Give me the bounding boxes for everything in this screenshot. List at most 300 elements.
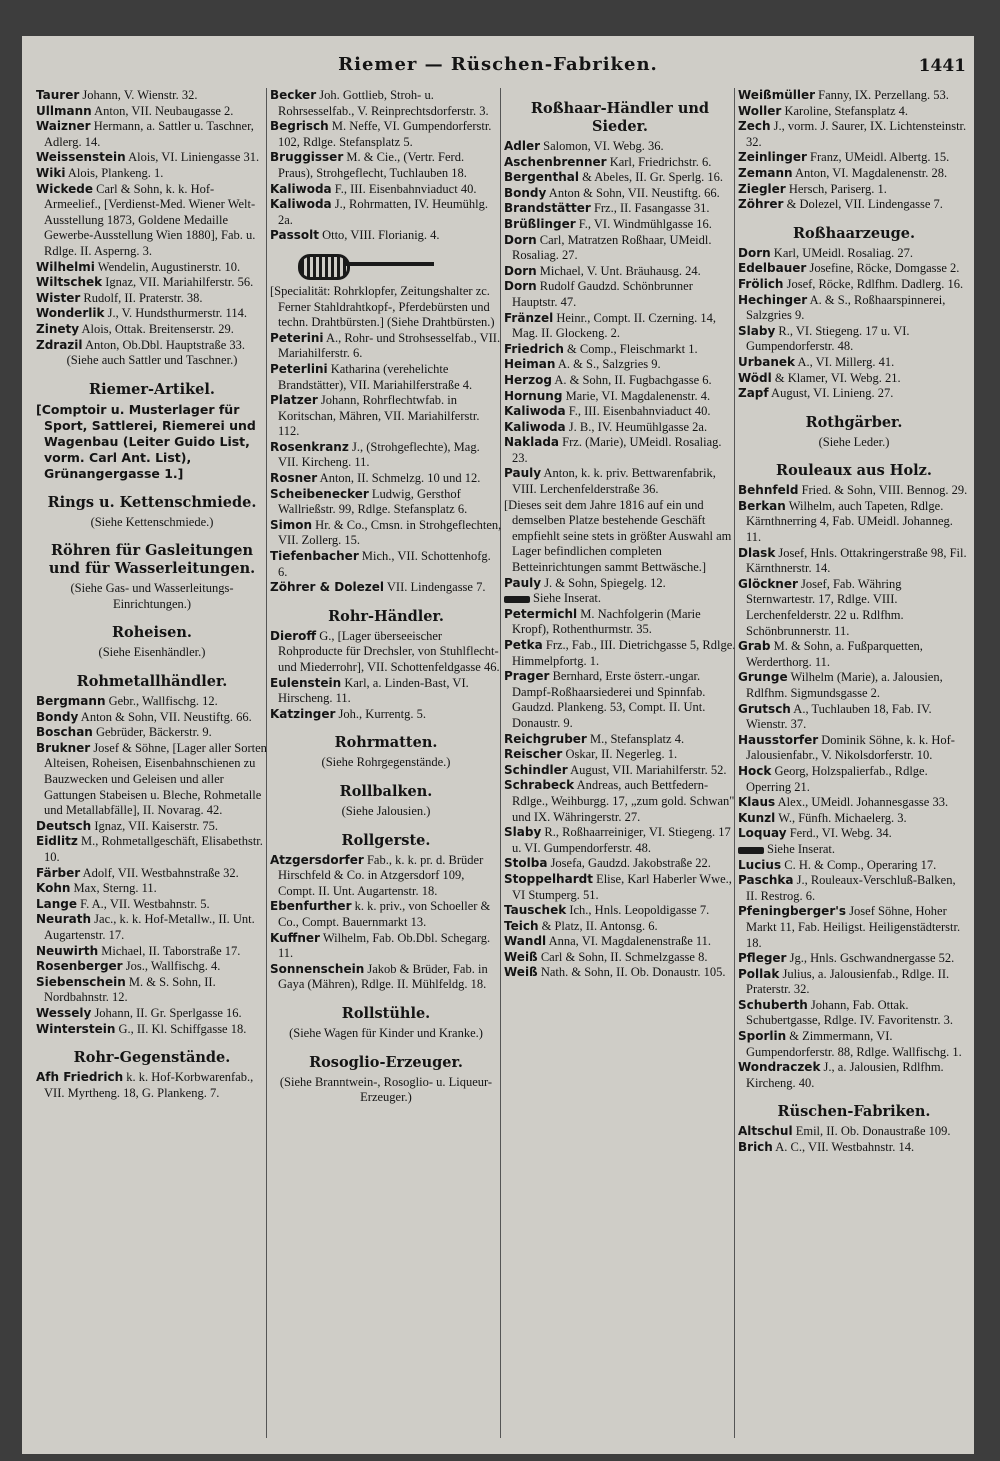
- entry-details: Carl, Matratzen Roßhaar, UMeidl. Rosaliag. 27.: [512, 232, 712, 263]
- section-heading: Rüschen-Fabriken.: [777, 1103, 931, 1121]
- entry-details: & Dolezel, VII. Lindengasse 7.: [786, 197, 943, 212]
- section-heading: Rohmetallhändler.: [76, 673, 228, 691]
- directory-entry: [738, 166, 970, 182]
- entry-name: Rosenkranz: [270, 439, 349, 454]
- entry-details: F., III. Eisenbahnviaduct 40.: [568, 404, 711, 419]
- entry-name: Rosner: [270, 471, 318, 486]
- column-2: [270, 88, 502, 1448]
- entry-name: Eulenstein: [270, 675, 342, 690]
- entry-details: Gebrüder, Bäckerstr. 9.: [95, 725, 212, 740]
- entry-details: Rudolf Gaudzd. Schönbrunner Hauptstr. 47.: [512, 279, 693, 309]
- directory-entry: [270, 88, 502, 119]
- entry-details: k. k. priv., von Schoeller & Co., Compt. Bauernmarkt 13.: [278, 899, 491, 929]
- directory-entry: [36, 975, 268, 1006]
- inserat-text: Siehe Inserat.: [767, 841, 836, 856]
- entry-details: Anton, Ob.Dbl. Hauptstraße 33.: [84, 337, 246, 352]
- entry-name: Weissenstein: [36, 150, 126, 165]
- entry-name: Lucius: [738, 857, 782, 872]
- entry-name: Deutsch: [36, 818, 92, 833]
- entry-details: Franz, UMeidl. Albertg. 15.: [810, 150, 950, 165]
- entry-name: Rosenberger: [36, 959, 123, 974]
- entry-name: Eidlitz: [36, 834, 78, 849]
- entry-name: Afh Friedrich: [36, 1070, 124, 1085]
- directory-entry: [270, 518, 502, 549]
- entry-name: Aschenbrenner: [504, 154, 607, 169]
- entry-name: Becker: [270, 88, 317, 102]
- entry-details: Alois, VI. Liniengasse 31.: [128, 150, 260, 165]
- entry-details: Jakob & Brüder, Fab. in Gaya (Mähren), Rdlge. II. Mühlfeldg. 18.: [278, 961, 488, 992]
- directory-entry: [36, 88, 268, 104]
- directory-entry: [504, 217, 736, 233]
- directory-entry: [504, 747, 736, 763]
- directory-entry: [270, 362, 502, 393]
- entry-name: Kohn: [36, 881, 71, 896]
- page-header: [22, 48, 974, 88]
- entry-name: Sonnenschein: [270, 961, 365, 976]
- directory-entry: [504, 965, 736, 981]
- entry-name: Zöhrer & Dolezel: [270, 580, 384, 595]
- entry-details: & Comp., Fleischmarkt 1.: [567, 341, 698, 356]
- directory-entry: [36, 306, 268, 322]
- directory-entry: [738, 764, 970, 795]
- entry-details: Josef, Röcke, Rdlfhm. Dadlerg. 16.: [786, 276, 964, 291]
- entry-name: Tiefenbacher: [270, 549, 359, 564]
- directory-entry: [738, 702, 970, 733]
- directory-entry: [738, 733, 970, 764]
- entry-name: Wonderlik: [36, 306, 105, 321]
- entry-name: Ziegler: [738, 181, 786, 196]
- entry-name: Neuwirth: [36, 943, 99, 958]
- directory-entry: [36, 959, 268, 975]
- entry-name: Taurer: [36, 88, 80, 102]
- entry-name: Zemann: [738, 165, 793, 180]
- directory-entry: [738, 873, 970, 904]
- entry-name: Wödl: [738, 370, 772, 385]
- directory-entry: [270, 150, 502, 181]
- pointing-hand-icon: [504, 596, 530, 603]
- entry-details: J., vorm. J. Saurer, IX. Lichtensteinstr. 32.: [746, 119, 967, 149]
- entry-name: Bondy: [504, 185, 547, 200]
- entry-details: Hr. & Co., Cmsn. in Strohgeflechten, VII. Zollerg. 15.: [278, 517, 502, 548]
- directory-entry: [504, 264, 736, 280]
- directory-entry: [738, 1124, 970, 1140]
- entry-name: Pauly: [504, 466, 542, 481]
- entry-details: Wilhelm (Marie), a. Jalousien, Rdlfhm. Sigmundsgasse 2.: [746, 670, 943, 700]
- directory-entry: [738, 355, 970, 371]
- entry-details: C. H. & Comp., Operaring 17.: [784, 857, 937, 872]
- directory-entry: [738, 546, 970, 577]
- directory-entry: [270, 440, 502, 471]
- entry-name: Glöckner: [738, 576, 798, 591]
- directory-entry: [738, 483, 970, 499]
- directory-entry: [738, 858, 970, 874]
- section-heading: Roheisen.: [112, 624, 192, 642]
- entry-name: Edelbauer: [738, 261, 807, 276]
- entry-details: G., [Lager überseeischer Rohproducte für Drechsler, von Stuhlflecht- und Miederrohr], VII. Schottenfeldgasse 46.: [278, 628, 500, 674]
- entry-name: Hock: [738, 763, 772, 778]
- entry-name: Grunge: [738, 670, 788, 685]
- directory-entry: [738, 277, 970, 293]
- entry-name: Wiltschek: [36, 275, 103, 290]
- section-heading: Riemer-Artikel.: [89, 380, 215, 398]
- entry-details: F., III. Eisenbahnviaduct 40.: [334, 181, 477, 196]
- inserat-text: Siehe Inserat.: [533, 591, 602, 606]
- entry-name: Grab: [738, 639, 771, 654]
- entry-name: Zech: [738, 119, 771, 134]
- entry-details: Elise, Karl Haberler Wwe., VI Stumperg. 51.: [512, 871, 732, 902]
- entry-details: Alois, Ottak. Breitenserstr. 29.: [81, 321, 234, 336]
- entry-details: Johann, Fab. Ottak. Schubertgasse, Rdlge. IV. Favoritenstr. 3.: [746, 997, 954, 1028]
- entry-details: Wilhelm, auch Tapeten, Rdlge. Kärnthnerring 4, Fab. UMeidl. Johanneg. 11.: [746, 498, 953, 545]
- entry-details: A., VI. Millerg. 41.: [797, 354, 895, 369]
- entry-name: Schrabeck: [504, 778, 575, 793]
- directory-entry: [270, 284, 502, 331]
- entry-details: Joh. Gottlieb, Stroh- u. Rohrsesselfab., V. Reinprechtsdorferstr. 3.: [278, 88, 489, 118]
- directory-entry: [270, 331, 502, 362]
- directory-entry: [36, 182, 268, 260]
- directory-entry: [270, 471, 502, 487]
- entry-name: Urbanek: [738, 354, 796, 369]
- directory-entry: [504, 763, 736, 779]
- directory-entry: [504, 279, 736, 310]
- entry-details: Jg., Hnls. Gschwandnergasse 52.: [789, 951, 955, 966]
- directory-entry: [36, 694, 268, 710]
- directory-entry: [504, 607, 736, 638]
- entry-name: Herzog: [504, 372, 552, 387]
- entry-details: Katharina (verehelichte Brandstätter), VII. Mariahilferstraße 4.: [278, 361, 473, 392]
- entry-details: Josef, Fab. Währing Sternwartestr. 17, Rdlge. VIII. Lerchenfelderstr. 22 u. Rdlfhm. Schönbrunnerstr. 11.: [746, 576, 904, 638]
- directory-entry: [504, 201, 736, 217]
- entry-details: Josef & Söhne, [Lager aller Sorten Alteisen, Roheisen, Eisenbahnschienen zu Bauzwecken und Geleisen und aller Gattungen Stabeisen u. Bleche, Rohmetalle und Metallabfälle], II. Novarag. 42.: [44, 740, 267, 818]
- directory-entry: [504, 732, 736, 748]
- entry-details: Alois, Plankeng. 1.: [67, 165, 164, 180]
- directory-entry: [504, 311, 736, 342]
- directory-entry: [738, 119, 970, 150]
- cross-reference: (Siehe Jalousien.): [341, 803, 431, 818]
- entry-name: Petka: [504, 638, 543, 652]
- directory-entry: [738, 324, 970, 355]
- entry-name: Dorn: [504, 279, 537, 294]
- entry-name: Platzer: [270, 393, 318, 408]
- entry-details: Julius, a. Jalousienfab., Rdlge. II. Praterstr. 32.: [746, 966, 950, 997]
- column-1: [36, 88, 268, 1448]
- entry-details: Anton, VII. Neubaugasse 2.: [94, 103, 234, 118]
- entry-name: Heiman: [504, 357, 556, 372]
- cross-reference: (Siehe Leder.): [818, 434, 890, 449]
- directory-entry: [36, 819, 268, 835]
- entry-details: A. & S., Salzgries 9.: [557, 357, 661, 372]
- entry-name: Weiß: [504, 949, 538, 964]
- entry-name: Pfeningberger's: [738, 904, 847, 919]
- directory-entry: [36, 338, 268, 354]
- entry-name: Wilhelmi: [36, 259, 95, 274]
- entry-details: Frz. (Marie), UMeidl. Rosaliag. 23.: [512, 435, 722, 465]
- entry-details: Josefa, Gaudzd. Jakobstraße 22.: [550, 856, 711, 871]
- entry-details: Josef, Hnls. Ottakringerstraße 98, Fil. Kärnthnerstr. 14.: [746, 545, 967, 576]
- entry-name: Reischer: [504, 747, 563, 762]
- entry-details: Karl, UMeidl. Rosaliag. 27.: [773, 245, 914, 260]
- inserat-note: [504, 591, 736, 607]
- directory-entry: [270, 707, 502, 723]
- entry-details: Gebr., Wallfischg. 12.: [108, 694, 218, 709]
- entry-details: Marie, VI. Magdalenenstr. 4.: [565, 388, 711, 403]
- directory-entry: [738, 826, 970, 842]
- entry-details: R., Roßhaarreiniger, VI. Stiegeng. 17 u. VI. Gumpendorferstr. 48.: [512, 825, 731, 855]
- entry-name: Bondy: [36, 709, 79, 724]
- entry-name: Zdrazil: [36, 337, 83, 352]
- entry-details: M., Rohmetallgeschäft, Elisabethstr. 10.: [44, 834, 263, 864]
- entry-details: Anton & Sohn, VII. Neustiftg. 66.: [548, 185, 720, 200]
- section-heading: Roßhaar-Händler und Sieder.: [530, 100, 710, 135]
- directory-entry: [738, 261, 970, 277]
- section-heading: Rings u. Kettenschmiede.: [47, 493, 257, 511]
- column-3: [504, 88, 736, 1448]
- directory-entry: [36, 944, 268, 960]
- entry-details: F. A., VII. Westbahnstr. 5.: [80, 896, 210, 911]
- entry-details: Wilhelm, Fab. Ob.Dbl. Schegarg. 11.: [278, 930, 491, 961]
- directory-entry: [270, 393, 502, 440]
- section-heading: Rollstühle.: [341, 1004, 431, 1022]
- entry-details: Anton, k. k. priv. Bettwarenfabrik, VIII. Lerchenfelderstraße 36.: [512, 466, 716, 497]
- entry-details: August, VII. Mariahilferstr. 52.: [570, 762, 727, 777]
- entry-name: Paschka: [738, 873, 794, 888]
- entry-details: Salomon, VI. Webg. 36.: [543, 139, 664, 153]
- directory-entry: [270, 853, 502, 900]
- entry-name: Kunzl: [738, 810, 776, 825]
- directory-entry: [738, 499, 970, 546]
- section-heading: Rothgärber.: [805, 413, 903, 431]
- entry-name: Pfleger: [738, 951, 787, 966]
- entry-details: Ferd., VI. Webg. 34.: [789, 826, 892, 841]
- entry-name: Simon: [270, 517, 313, 532]
- entry-details: Michael, II. Taborstraße 17.: [101, 943, 241, 958]
- entry-details: A., Rohr- und Strohsesselfab., VII. Mariahilferstr. 6.: [278, 330, 501, 361]
- entry-details: Karoline, Stefansplatz 4.: [784, 103, 909, 118]
- directory-entry: [738, 197, 970, 213]
- entry-details: M., Stefansplatz 4.: [589, 731, 685, 746]
- entry-name: Wandl: [504, 934, 547, 949]
- directory-entry: [504, 389, 736, 405]
- entry-name: Siebenschein: [36, 974, 126, 989]
- entry-details: Josef Söhne, Hoher Markt 11, Fab. Heiligst. Heiligenstädterstr. 18.: [746, 904, 961, 950]
- directory-entry: [504, 357, 736, 373]
- entry-details: A. & S., Roßhaarspinnerei, Salzgries 9.: [746, 292, 946, 323]
- entry-name: Slaby: [738, 323, 776, 338]
- entry-name: Peterlini: [270, 361, 328, 376]
- directory-entry: [36, 104, 268, 120]
- entry-name: Loquay: [738, 826, 787, 841]
- entry-name: Pollak: [738, 966, 780, 981]
- entry-details: A. & Sohn, II. Fugbachgasse 6.: [554, 372, 712, 387]
- directory-entry: [36, 725, 268, 741]
- entry-name: Stoppelhardt: [504, 871, 593, 886]
- entry-details: Joh., Kurrentg. 5.: [338, 706, 427, 721]
- entry-name: Dorn: [738, 245, 771, 260]
- entry-details: Wendelin, Augustinerstr. 10.: [97, 259, 241, 274]
- entry-name: Dlask: [738, 545, 776, 560]
- entry-name: Adler: [504, 139, 541, 153]
- entry-details: J., Rouleaux-Verschluß-Balken, II. Restrog. 6.: [746, 873, 956, 903]
- entry-details: Johann, Rohrflechtwfab. in Koritschan, Mähren, VII. Mariahilferstr. 112.: [278, 393, 480, 439]
- directory-entry: [270, 629, 502, 676]
- entry-details: A. C., VII. Westbahnstr. 14.: [775, 1140, 915, 1155]
- entry-details: Karl, a. Linden-Bast, VI. Hirscheng. 11.: [278, 675, 469, 706]
- entry-details: Fab., k. k. pr. d. Brüder Hirschfeld & Co. in Atzgersdorf 109, Compt. II. Unt. Augartenstr. 18.: [278, 852, 484, 898]
- entry-details: & Zimmermann, VI. Gumpendorferstr. 88, Rdlge. Wallfischg. 1.: [746, 1029, 962, 1059]
- entry-name: Wister: [36, 290, 81, 305]
- entry-name: Passolt: [270, 228, 319, 243]
- entry-details: [Dieses seit dem Jahre 1816 auf ein und demselben Platze bestehende Geschäft empfiehlt seine stets in größter Auswahl am Lager befindlichen completen Betteinrichtungen sammt Bettwäsche.]: [504, 497, 732, 575]
- section-heading: Rollbalken.: [339, 782, 433, 800]
- entry-name: Neurath: [36, 912, 92, 927]
- entry-details: A., Tuchlauben 18, Fab. IV. Wienstr. 37.: [746, 701, 932, 732]
- entry-details: Ignaz, VII. Kaiserstr. 75.: [94, 818, 219, 833]
- directory-entry: [504, 669, 736, 731]
- entry-name: Färber: [36, 865, 81, 880]
- entry-name: Waizner: [36, 119, 91, 134]
- directory-entry: [504, 919, 736, 935]
- directory-entry: [36, 166, 268, 182]
- section-heading: Röhren für Gasleitungen und für Wasserleitungen.: [48, 542, 256, 578]
- entry-details: G., II. Kl. Schiffgasse 18.: [118, 1021, 247, 1036]
- directory-entry: [504, 934, 736, 950]
- pointing-hand-icon: [738, 847, 764, 854]
- entry-name: Teich: [504, 918, 539, 933]
- page-number: 1441: [918, 56, 966, 76]
- entry-name: Schindler: [504, 762, 568, 777]
- cross-reference: (Siehe Gas- und Wasserleitungs-Einrichtungen.): [70, 581, 234, 611]
- entry-name: Atzgersdorfer: [270, 852, 364, 867]
- entry-details: J. B., IV. Heumühlgasse 2a.: [568, 419, 708, 434]
- directory-entry: [36, 912, 268, 943]
- entry-name: Kaliwoda: [504, 404, 566, 419]
- entry-details: J., Rohrmatten, IV. Heumühlg. 2a.: [278, 197, 488, 227]
- entry-details: Adolf, VII. Westbahnstraße 32.: [82, 865, 239, 880]
- entry-details: M. & Cie., (Vertr. Ferd. Praus), Strohgeflecht, Tuchlauben 18.: [278, 150, 467, 180]
- directory-entry: [504, 576, 736, 592]
- entry-details: Jos., Wallfischg. 4.: [125, 959, 221, 974]
- entry-name: Naklada: [504, 435, 560, 450]
- entry-name: Frölich: [738, 276, 784, 291]
- cross-reference: (Siehe Rohrgegenstände.): [321, 755, 451, 770]
- directory-entry: [504, 466, 736, 497]
- directory-entry: [36, 1070, 268, 1101]
- directory-entry: [738, 670, 970, 701]
- entry-details: Emil, II. Ob. Donaustraße 109.: [795, 1124, 951, 1139]
- entry-details: Dominik Söhne, k. k. Hof-Jalousienfabr., V. Nikolsdorferstr. 10.: [746, 732, 955, 763]
- directory-entry: [738, 967, 970, 998]
- entry-name: Tauschek: [504, 903, 567, 918]
- directory-entry: [738, 293, 970, 324]
- entry-details: Ich., Hnls. Leopoldigasse 7.: [569, 903, 710, 918]
- directory-entry: [504, 373, 736, 389]
- running-title: Riemer — Rüschen-Fabriken.: [338, 54, 658, 75]
- entry-details: Ignaz, VII. Mariahilferstr. 56.: [105, 275, 254, 290]
- directory-entry: [36, 897, 268, 913]
- section-heading: Rohr-Händler.: [328, 607, 444, 625]
- entry-name: Fränzel: [504, 310, 554, 325]
- cross-reference: (Siehe Branntwein-, Rosoglio- u. Liqueur-Erzeuger.): [279, 1074, 493, 1105]
- entry-name: Zapf: [738, 386, 769, 401]
- entry-details: R., VI. Stiegeng. 17 u. VI. Gumpendorferstr. 48.: [746, 323, 910, 354]
- entry-name: Lange: [36, 896, 78, 911]
- directory-entry: [36, 710, 268, 726]
- entry-name: Boschan: [36, 725, 93, 740]
- directory-entry: [504, 342, 736, 358]
- entry-details: Josefine, Röcke, Domgasse 2.: [809, 261, 960, 276]
- entry-details: Ludwig, Gersthof Wallrießstr. 99, Rdlge. Stefansplatz 6.: [278, 486, 468, 517]
- entry-name: Reichgruber: [504, 731, 587, 746]
- directory-entry: [504, 825, 736, 856]
- entry-name: Kuffner: [270, 930, 320, 945]
- directory-entry: [36, 1006, 268, 1022]
- directory-entry: [738, 951, 970, 967]
- section-heading: Roßhaarzeuge.: [792, 224, 916, 242]
- inserat-note: [738, 842, 970, 858]
- brush-head-icon: [298, 254, 350, 280]
- directory-entry: [504, 638, 736, 669]
- directory-entry: [738, 904, 970, 951]
- entry-details: Andreas, auch Bettfedern-Rdlge., Weihburgg. 17, „zum gold. Schwan" und IX. Währingerstr. 27.: [512, 778, 735, 824]
- directory-entry: [504, 435, 736, 466]
- entry-name: Slaby: [504, 825, 542, 840]
- directory-entry: [36, 741, 268, 819]
- entry-details: Frz., II. Fasangasse 31.: [593, 201, 710, 216]
- directory-entry: [738, 795, 970, 811]
- directory-entry: [738, 1060, 970, 1091]
- directory-entry: [270, 119, 502, 150]
- directory-entry: [270, 228, 502, 244]
- entry-details: Mich., VII. Schottenhofg. 6.: [278, 549, 491, 579]
- entry-details: Alex., UMeidl. Johannesgasse 33.: [777, 795, 949, 810]
- directory-entry: [36, 322, 268, 338]
- directory-entry: [36, 291, 268, 307]
- directory-entry: [504, 872, 736, 903]
- directory-entry: [504, 778, 736, 825]
- entry-name: Petermichl: [504, 606, 578, 621]
- entry-details: J., V. Hundsthurmerstr. 114.: [107, 306, 247, 321]
- entry-name: Wessely: [36, 1005, 92, 1020]
- entry-details: F., VI. Windmühlgasse 16.: [578, 216, 712, 231]
- entry-details: Johann, II. Gr. Sperlgasse 16.: [94, 1005, 242, 1020]
- section-heading: Rosoglio-Erzeuger.: [309, 1053, 463, 1071]
- directory-entry: [738, 88, 970, 104]
- entry-name: Winterstein: [36, 1021, 116, 1036]
- directory-entry: [504, 856, 736, 872]
- entry-name: Weiß: [504, 965, 538, 980]
- directory-entry: [504, 498, 736, 576]
- directory-entry: [738, 1029, 970, 1060]
- cross-reference: (Siehe Kettenschmiede.): [90, 514, 214, 529]
- directory-entry: [270, 962, 502, 993]
- entry-details: Anna, VI. Magdalenenstraße 11.: [548, 934, 712, 949]
- entry-details: Fanny, IX. Perzellang. 53.: [818, 88, 949, 102]
- entry-name: Scheibenecker: [270, 486, 369, 501]
- entry-details: August, VI. Linieng. 27.: [771, 386, 894, 401]
- entry-details: k. k. Hof-Korbwarenfab., VII. Myrtheng. 18, G. Plankeng. 7.: [44, 1070, 254, 1100]
- entry-name: Kaliwoda: [270, 197, 332, 212]
- directory-entry: [504, 186, 736, 202]
- entry-name: Pauly: [504, 575, 542, 590]
- entry-name: Zeinlinger: [738, 150, 807, 165]
- entry-name: Zöhrer: [738, 197, 784, 212]
- entry-details: Karl, Friedrichstr. 6.: [609, 154, 712, 169]
- entry-details: Bernhard, Erste österr.-ungar. Dampf-Roßhaarsiederei und Spinnfab. Gaudzd. Plankeng. 53, Compt. II. Unt. Donaustr. 9.: [512, 669, 706, 730]
- directory-entry: [738, 386, 970, 402]
- entry-details: VII. Lindengasse 7.: [386, 580, 486, 595]
- directory-entry: [36, 260, 268, 276]
- entry-details: Jac., k. k. Hof-Metallw., II. Unt. Augartenstr. 17.: [44, 912, 255, 942]
